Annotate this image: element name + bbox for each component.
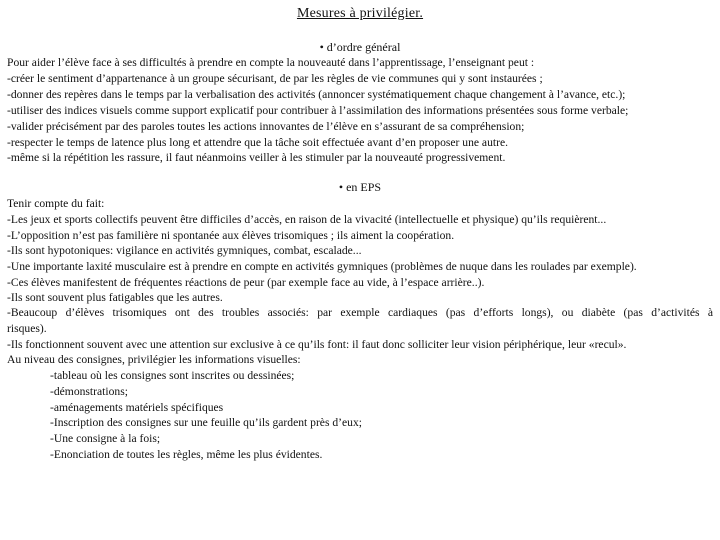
consigne-item: -Enonciation de toutes les règles, même les plus évidentes.	[50, 448, 323, 461]
section-general-heading: • d’ordre général	[319, 40, 401, 54]
eps-line: -Ils sont souvent plus fatigables que les autres.	[7, 291, 223, 304]
eps-line: -Les jeux et sports collectifs peuvent être difficiles d’accès, en raison de la vivacité (intellectuelle et physique) qu’ils requièrent...	[7, 213, 607, 226]
consigne-item: -Inscription des consignes sur une feuille qu’ils gardent près d’eux;	[50, 416, 362, 429]
consigne-item: -aménagements matériels spécifiques	[50, 401, 224, 414]
general-line: -utiliser des indices visuels comme support explicatif pour contribuer à l’assimilation des informations présentées sous forme verbale;	[7, 104, 629, 117]
general-line: -respecter le temps de latence plus long et attendre que la tâche soit effectuée avant d’en proposer une autre.	[7, 136, 508, 149]
eps-line: -Ils fonctionnent souvent avec une attention sur exclusive à ce qu’ils font: il faut donc solliciter leur vision périphérique, leur «recul».	[7, 338, 627, 351]
eps-line: Au niveau des consignes, privilégier les informations visuelles:	[7, 353, 301, 366]
eps-line: Tenir compte du fait:	[7, 197, 105, 210]
eps-line: -Beaucoup d’élèves trisomiques ont des troubles associés: par exemple cardiaques (pas d’efforts longs), ou diabète (pas d’activités à	[7, 306, 713, 319]
page-title: Mesures à privilégier.	[296, 6, 424, 21]
consigne-item: -tableau où les consignes sont inscrites ou dessinées;	[50, 369, 295, 382]
eps-line: -Ils sont hypotoniques: vigilance en activités gymniques, combat, escalade...	[7, 244, 362, 257]
eps-line: risques).	[7, 322, 47, 335]
general-line: -donner des repères dans le temps par la verbalisation des activités (annoncer systématiquement chaque changement à l’avance, etc.);	[7, 88, 626, 101]
general-line: -même si la répétition les rassure, il faut néanmoins veiller à les stimuler par la nouveauté progressivement.	[7, 151, 506, 164]
general-line: Pour aider l’élève face à ses difficultés à prendre en compte la nouveauté dans l’apprentissage, l’enseignant peut :	[7, 56, 535, 69]
eps-line: -Ces élèves manifestent de fréquentes réactions de peur (par exemple face au vide, à l’espace arrière..).	[7, 276, 485, 289]
section-eps-heading: • en EPS	[338, 180, 382, 194]
eps-line: -Une importante laxité musculaire est à prendre en compte en activités gymniques (problèmes de nuque dans les roulades par exemple).	[7, 260, 637, 273]
consigne-item: -Une consigne à la fois;	[50, 432, 161, 445]
general-line: -créer le sentiment d’appartenance à un groupe sécurisant, de par les règles de vie communes qui y sont instaurées ;	[7, 72, 543, 85]
eps-line: -L’opposition n’est pas familière ni spontanée aux élèves trisomiques ; ils aiment la coopération.	[7, 229, 455, 242]
general-line: -valider précisément par des paroles toutes les actions innovantes de l’élève en s’assurant de sa compréhension;	[7, 120, 525, 133]
consigne-item: -démonstrations;	[50, 385, 128, 398]
